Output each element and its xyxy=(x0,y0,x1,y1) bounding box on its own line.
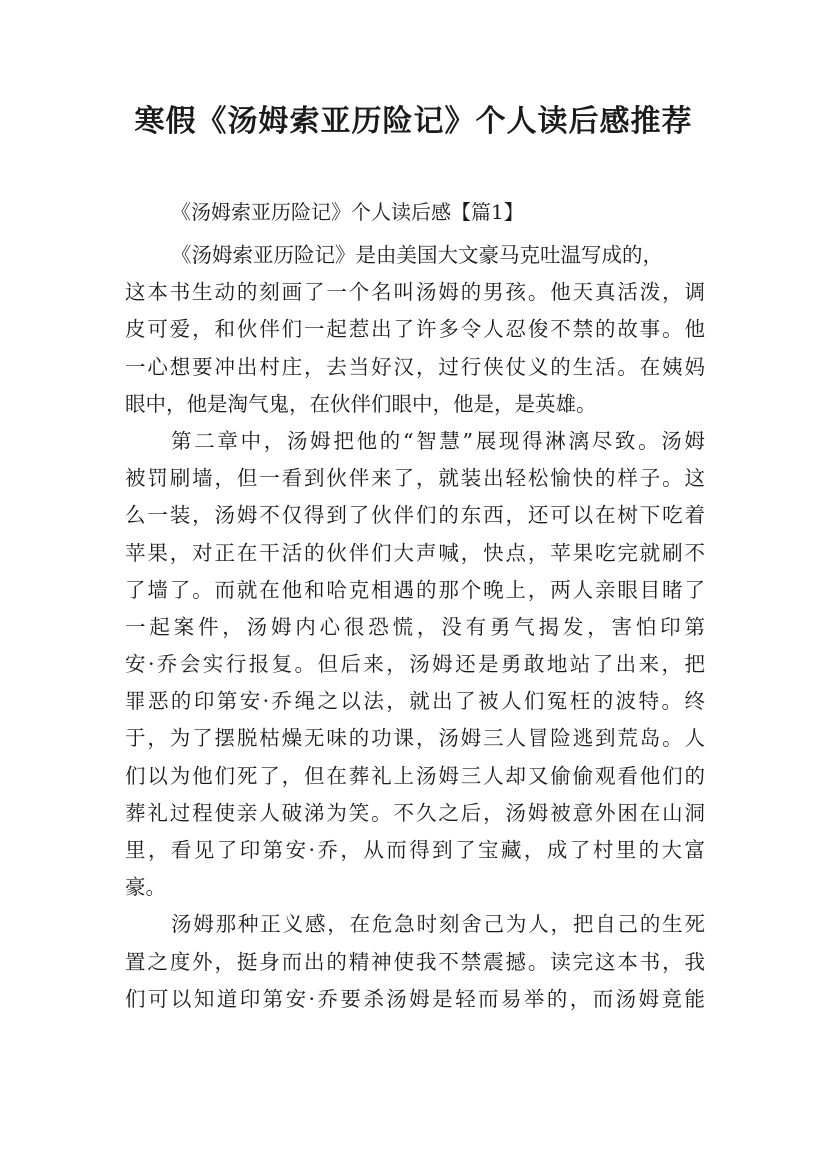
body-line: 这本书生动的刻画了一个名叫汤姆的男孩。他天真活泼，调 xyxy=(125,280,705,305)
body-line: 一心想要冲出村庄，去当好汉，过行侠仗义的生活。在姨妈 xyxy=(125,354,705,379)
body-line: 汤姆那种正义感，在危急时刻舍己为人，把自己的生死 xyxy=(171,912,705,937)
body-line: 安·乔会实行报复。但后来，汤姆还是勇敢地站了出来，把 xyxy=(125,652,705,677)
body-line: 罪恶的印第安·乔绳之以法，就出了被人们冤枉的波特。终 xyxy=(125,689,705,714)
body-line: 葬礼过程使亲人破涕为笑。不久之后，汤姆被意外困在山洞 xyxy=(125,800,705,825)
body-line: 眼中，他是淘气鬼，在伙伴们眼中，他是，是英雄。 xyxy=(125,391,597,416)
body-line: 一起案件，汤姆内心很恐慌，没有勇气揭发，害怕印第 xyxy=(125,614,705,639)
body-line: 苹果，对正在干活的伙伴们大声喊，快点，苹果吃完就刷不 xyxy=(125,540,705,565)
article-body xyxy=(125,237,705,1018)
body-line: 第二章中，汤姆把他的“智慧”展现得淋漓尽致。汤姆 xyxy=(171,428,705,453)
body-line: 么一装，汤姆不仅得到了伙伴们的东西，还可以在树下吃着 xyxy=(125,503,705,528)
body-line: 皮可爱，和伙伴们一起惹出了许多令人忍俊不禁的故事。他 xyxy=(125,317,705,342)
body-line: 置之度外，挺身而出的精神使我不禁震撼。读完这本书，我 xyxy=(125,949,705,974)
body-line: 被罚刷墙，但一看到伙伴来了，就装出轻松愉快的样子。这 xyxy=(125,466,705,491)
body-line: 们可以知道印第安·乔要杀汤姆是轻而易举的，而汤姆竟能 xyxy=(125,986,705,1011)
body-line: 了墙了。而就在他和哈克相遇的那个晚上，两人亲眼目睹了 xyxy=(125,577,705,602)
body-line: 里，看见了印第安·乔，从而得到了宝藏，成了村里的大富 xyxy=(125,838,705,862)
section-heading: 《汤姆索亚历险记》个人读后感【篇1】 xyxy=(171,200,524,224)
body-line: 豪。 xyxy=(125,875,166,900)
body-line: 于，为了摆脱枯燥无味的功课，汤姆三人冒险逃到荒岛。人 xyxy=(125,726,705,751)
document-title: 寒假《汤姆索亚历险记》个人读后感推荐 xyxy=(134,104,693,139)
body-line: 《汤姆索亚历险记》是由美国大文豪马克吐温写成的， xyxy=(171,243,663,267)
body-line: 们以为他们死了，但在葬礼上汤姆三人却又偷偷观看他们的 xyxy=(125,763,705,788)
